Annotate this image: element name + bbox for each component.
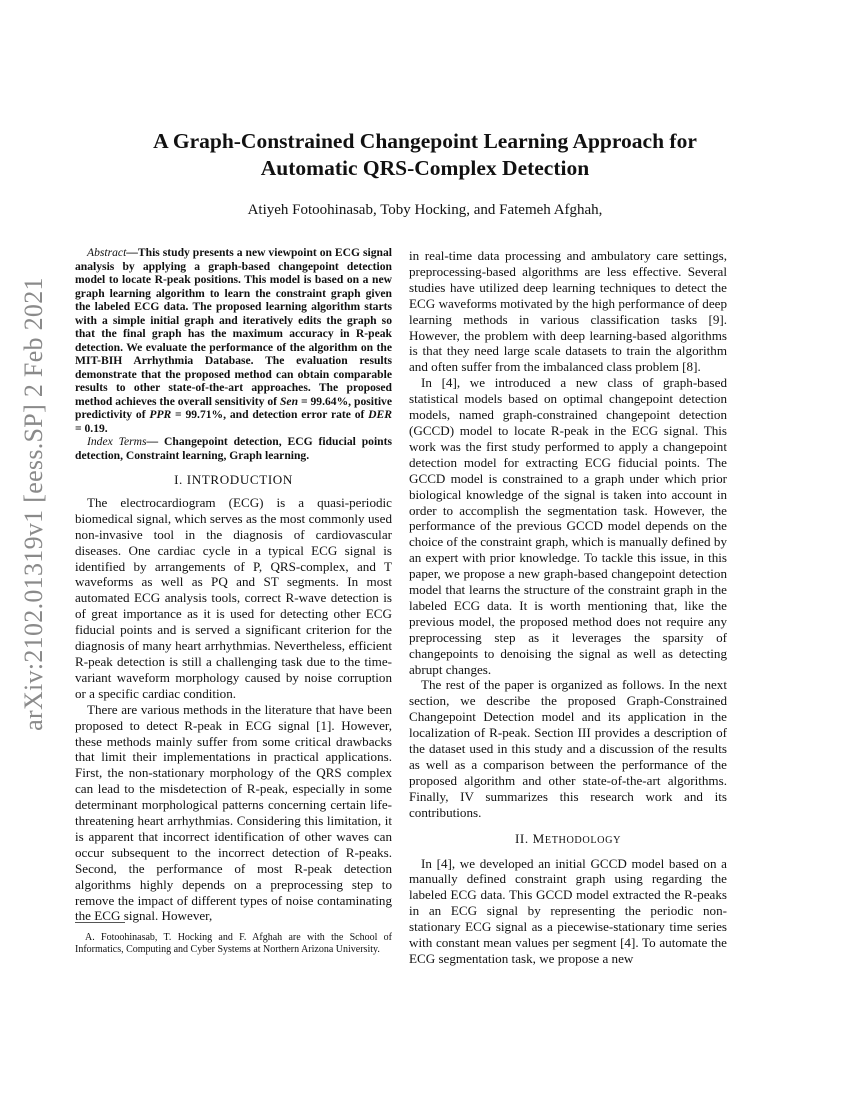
arxiv-identifier-text: arXiv:2102.01319v1 [eess.SP] 2 Feb 2021 [19, 277, 48, 731]
sen-symbol: Sen [279, 394, 299, 408]
arxiv-identifier-stamp [6, 277, 62, 731]
section-2-heading [409, 831, 727, 849]
intro-paragraph-5: The rest of the paper is organized as follows. In the next section, we describe the proposed Graph-Constrained Changepoint Detection model and its application in the localization of R-peak. Section III provides a description of the dataset used in this study and a discussion of the results as well as a comparison between the performance of the proposed algorithm and other state-of-the-art algorithms. Finally, IV summarizes this research work and its contributions. [409, 677, 727, 820]
intro-paragraph-3: in real-time data processing and ambulatory care settings, preprocessing-based algorithms are less effective. Several studies have utilized deep learning techniques to detect the ECG waveforms motivated by the high performance of deep learning methods in various classification tasks [9]. However, the problem with deep learning-based algorithms is that they need large scale datasets to train the algorithm and often suffer from the imbalanced class problem [8]. [409, 248, 727, 375]
title-line-1: A Graph-Constrained Changepoint Learning Approach for [153, 129, 697, 153]
right-column [409, 248, 727, 967]
ppr-symbol: PPR [149, 408, 172, 421]
section-2-heading-num: II. M [514, 830, 545, 846]
sen-value: = 99.64%, positive predictivity of [75, 394, 393, 421]
index-terms [75, 435, 392, 462]
author-affiliation-footnote: A. Fotoohinasab, T. Hocking and F. Afghah are with the School of Informatics, Computing and Cyber Systems at Northern Arizona University. [75, 932, 392, 955]
ppr-value: = 99.71%, and detection error rate of [171, 408, 369, 421]
author-list: Atiyeh Fotoohinasab, Toby Hocking, and Fatemeh Afghah, [247, 202, 603, 218]
der-value: = 0.19. [75, 421, 108, 435]
intro-paragraph-1: The electrocardiogram (ECG) is a quasi-periodic biomedical signal, which serves as the most commonly used non-invasive tool in the diagnosis of cardiovascular diseases. One cardiac cycle in a typical ECG signal is identified by arrangements of P, QRS-complex, and T waveforms as well as PQ and ST segments. In most automated ECG analysis tools, correct R-wave detection is of great importance as it is used for detecting other ECG fiducial points and is served a significant criterion for the diagnosis of many heart arrhythmias. Nevertheless, efficient R-peak detection is still a challenging task due to the time-variant waveform morphology caused by noise corruption or a specific cardiac condition. [75, 494, 392, 701]
title-line-2: Automatic QRS-Complex Detection [260, 156, 590, 180]
der-symbol: DER [368, 408, 392, 421]
abstract [75, 246, 392, 435]
abstract-text: —This study presents a new viewpoint on ECG signal analysis by applying a graph-based changepoint detection model to locate R-peak positions. This model is based on a new graph learning algorithm to learn the constraint graph given the labeled ECG data. The proposed learning algorithm starts with a simple initial graph and iteratively edits the graph so that the final graph has the maximum accuracy in R-peak detection. We evaluate the performance of the algorithm on the MIT-BIH Arrhythmia Database. The evaluation results demonstrate that the proposed method can obtain comparable results to other state-of-the-art approaches. The proposed method achieves the overall sensitivity of [75, 246, 392, 408]
section-2-heading-rest: ETHODOLOGY [544, 834, 622, 846]
methodology-paragraph-1: In [4], we developed an initial GCCD model based on a manually defined constraint graph using regarding the labeled ECG data. This GCCD model extracted the R-peaks in an ECG signal by representing the periodic non-stationary ECG signal as a piecewise-stationary time series with constant mean values per segment [4]. To automate the ECG segmentation task, we propose a new [409, 855, 727, 966]
section-1-heading: I. INTRODUCTION [174, 472, 293, 487]
footnote-rule [75, 922, 125, 923]
index-terms-text: — Changepoint detection, ECG fiducial points detection, Constraint learning, Graph learning. [75, 435, 392, 462]
left-column [75, 246, 392, 924]
paper-title [0, 128, 850, 182]
intro-paragraph-2: There are various methods in the literature that have been proposed to detect R-peak in ECG signal [1]. However, these methods mainly suffer from some critical drawbacks that limit their implementations in practical applications. First, the non-stationary morphology of the QRS complex can lead to the misdetection of R-peak, especially in some determinant morphological patterns concerning certain life-threatening heart arrhythmias. Considering this limitation, it is apparent that incorrect identification of other waves can occur subsequent to the incorrect detection of R-peaks. Second, the performance of most R-peak detection algorithms highly depends on a preprocessing step to remove the impact of different types of noise contaminating the ECG signal. However, [75, 701, 392, 924]
index-terms-label: Index Terms [87, 435, 147, 448]
intro-paragraph-4: In [4], we introduced a new class of graph-based statistical models based on optimal changepoint detection models, named graph-constrained changepoint detection (GCCD) model to locate R-peak in the ECG signal. This work was the first study performed to apply a changepoint detection model for extracting ECG fiducial points. The GCCD model is constrained to a graph under which prior biological knowledge of the signal is taken into account in order to accomplish the segmentation task. However, the performance of the previous GCCD model depends on the choice of the constraint graph, which is manually defined by an expert with prior knowledge. To tackle this issue, in this paper, we propose a new graph-based changepoint detection model that learns the structure of the constraint graph in the labeled ECG data. It is worth mentioning that, like the previous model, the proposed method does not require any preprocessing step as it leverages the sparsity of changepoints to denoising the signal as well as detecting abrupt changes. [409, 375, 727, 677]
abstract-label: Abstract [87, 246, 127, 259]
